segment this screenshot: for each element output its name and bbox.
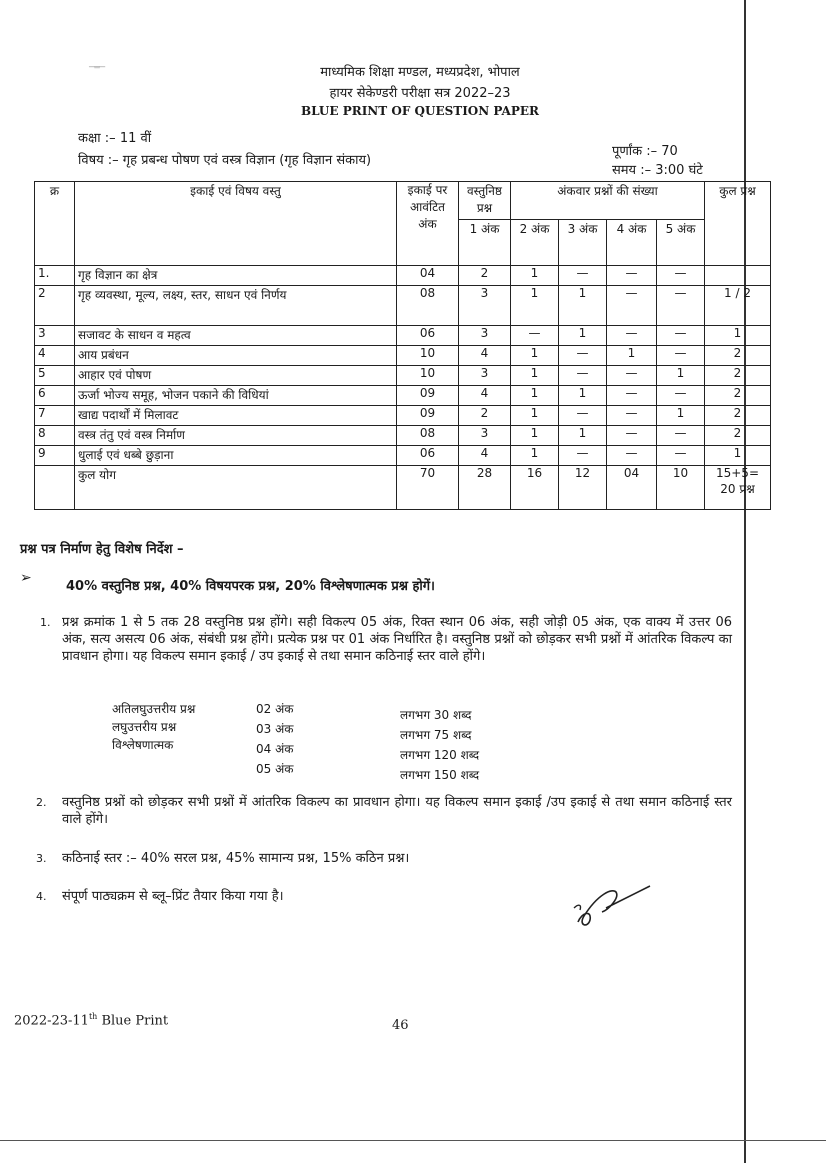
total-m4: 04 bbox=[607, 466, 657, 510]
header-sno: क्र bbox=[35, 182, 75, 266]
cell-sno: 1. bbox=[35, 266, 75, 286]
cell-m1: 3 bbox=[459, 286, 511, 326]
total-m1: 28 bbox=[459, 466, 511, 510]
table-row bbox=[35, 266, 771, 286]
table-row bbox=[35, 446, 771, 466]
exam-session: हायर सेकेण्डरी परीक्षा सत्र 2022–23 bbox=[329, 86, 511, 101]
item-number: 1. bbox=[40, 616, 51, 629]
cell-m1: 4 bbox=[459, 346, 511, 366]
cell-m4: — bbox=[607, 386, 657, 406]
cell-m3: — bbox=[559, 406, 607, 426]
cell-alloc: 10 bbox=[397, 366, 459, 386]
page-edge-line bbox=[744, 0, 746, 1163]
cell-unit: गृह विज्ञान का क्षेत्र bbox=[75, 266, 397, 286]
cell-m5: 1 bbox=[657, 366, 705, 386]
word-limit-type: अतिलघुउत्तरीय प्रश्न bbox=[112, 702, 196, 716]
cell-m5: — bbox=[657, 286, 705, 326]
cell-m2: 1 bbox=[511, 446, 559, 466]
cell-sno: 9 bbox=[35, 446, 75, 466]
cell-total: 1 / 2 bbox=[705, 286, 771, 326]
cell-alloc: 10 bbox=[397, 346, 459, 366]
cell-m1: 2 bbox=[459, 266, 511, 286]
table-row bbox=[35, 366, 771, 386]
cell-m4: — bbox=[607, 406, 657, 426]
cell-alloc: 08 bbox=[397, 426, 459, 446]
scan-mark: ⁻⁼⁻ bbox=[88, 62, 105, 78]
total-m5: 10 bbox=[657, 466, 705, 510]
cell-m3: — bbox=[559, 266, 607, 286]
cell-m4: 1 bbox=[607, 346, 657, 366]
cell-sno: 4 bbox=[35, 346, 75, 366]
table-row bbox=[35, 326, 771, 346]
footer-doc-id-suffix: Blue Print bbox=[97, 1013, 169, 1029]
word-limit-marks: 05 अंक bbox=[256, 762, 294, 776]
cell-m3: 1 bbox=[559, 386, 607, 406]
cell-m1: 3 bbox=[459, 366, 511, 386]
cell-sno: 7 bbox=[35, 406, 75, 426]
cell-total: 2 bbox=[705, 346, 771, 366]
cell-alloc: 09 bbox=[397, 406, 459, 426]
cell-unit: सजावट के साधन व महत्व bbox=[75, 326, 397, 346]
cell-m3: — bbox=[559, 346, 607, 366]
cell-total: 2 bbox=[705, 386, 771, 406]
cell-m3: 1 bbox=[559, 326, 607, 346]
header-unit: इकाई एवं विषय वस्तु bbox=[75, 182, 397, 266]
footer-doc-id-sup: th bbox=[88, 1012, 98, 1021]
word-limit-type: लघुउत्तरीय प्रश्न bbox=[112, 720, 177, 734]
word-limit-marks: 03 अंक bbox=[256, 722, 294, 736]
cell-m4: — bbox=[607, 326, 657, 346]
cell-unit: खाद्य पदार्थों में मिलावट bbox=[75, 406, 397, 426]
cell-unit: आहार एवं पोषण bbox=[75, 366, 397, 386]
cell-alloc: 04 bbox=[397, 266, 459, 286]
cell-m2: 1 bbox=[511, 386, 559, 406]
subject-label: विषय :– गृह प्रबन्ध पोषण एवं वस्त्र विज्ञान (गृह विज्ञान संकाय) bbox=[78, 153, 372, 168]
cell-m4: — bbox=[607, 366, 657, 386]
table-row bbox=[35, 426, 771, 446]
cell-unit: धुलाई एवं धब्बे छुड़ाना bbox=[75, 446, 397, 466]
cell-m5: — bbox=[657, 326, 705, 346]
cell-m2: 1 bbox=[511, 346, 559, 366]
total-questions bbox=[705, 466, 771, 510]
header-total: कुल प्रश्न bbox=[705, 182, 771, 266]
instructions-title: प्रश्न पत्र निर्माण हेतु विशेष निर्देश – bbox=[20, 542, 184, 557]
cell-unit: आय प्रबंधन bbox=[75, 346, 397, 366]
table-row bbox=[35, 346, 771, 366]
word-limit-type: विश्लेषणात्मक bbox=[112, 738, 174, 752]
cell-m4: — bbox=[607, 266, 657, 286]
table-total-row bbox=[35, 466, 771, 510]
cell-sno: 3 bbox=[35, 326, 75, 346]
blueprint-title: BLUE PRINT OF QUESTION PAPER bbox=[300, 104, 540, 118]
cell-m5: — bbox=[657, 426, 705, 446]
total-questions-line1: 15+5= bbox=[715, 466, 759, 480]
table-row bbox=[35, 406, 771, 426]
cell-m2: 1 bbox=[511, 406, 559, 426]
question-ratio-note: 40% वस्तुनिष्ठ प्रश्न, 40% विषयपरक प्रश्न, 20% विश्लेषणात्मक प्रश्न होगें। bbox=[66, 579, 435, 594]
cell-sno: 2 bbox=[35, 286, 75, 326]
cell-total: 2 bbox=[705, 366, 771, 386]
cell-m5: 1 bbox=[657, 406, 705, 426]
footer-doc-id bbox=[14, 1012, 168, 1028]
cell-m1: 3 bbox=[459, 326, 511, 346]
table-row bbox=[35, 386, 771, 406]
cell-m3: — bbox=[559, 366, 607, 386]
cell-sno: 6 bbox=[35, 386, 75, 406]
header-m4: 4 अंक bbox=[607, 220, 657, 266]
page-number: 46 bbox=[392, 1018, 409, 1033]
blueprint-table bbox=[34, 181, 771, 510]
cell-m4: — bbox=[607, 286, 657, 326]
total-m2: 16 bbox=[511, 466, 559, 510]
table-header-row bbox=[35, 182, 771, 220]
instruction-item: संपूर्ण पाठ्यक्रम से ब्लू–प्रिंट तैयार किया गया है। bbox=[62, 889, 284, 904]
cell-m5: — bbox=[657, 386, 705, 406]
item-number: 2. bbox=[36, 796, 47, 809]
cell-total: 1 bbox=[705, 326, 771, 346]
header-m5: 5 अंक bbox=[657, 220, 705, 266]
cell-m5: — bbox=[657, 446, 705, 466]
cell-alloc: 09 bbox=[397, 386, 459, 406]
cell-m4: — bbox=[607, 426, 657, 446]
word-limit-words: लगभग 75 शब्द bbox=[400, 728, 472, 742]
cell-m1: 2 bbox=[459, 406, 511, 426]
bullet-arrow-icon: ➢ bbox=[20, 570, 32, 586]
header-objective: वस्तुनिष्ठ प्रश्न bbox=[459, 182, 511, 220]
table-row bbox=[35, 286, 771, 326]
class-label: कक्षा :– 11 वीं bbox=[78, 131, 152, 146]
cell-total: 1 bbox=[705, 446, 771, 466]
instruction-item: वस्तुनिष्ठ प्रश्नों को छोड़कर सभी प्रश्नों में आंतरिक विकल्प का प्रावधान होगा। यह विकल्प समान इकाई /उप इकाई से तथा समान कठिनाई स्तर वाले होंगे। bbox=[62, 795, 732, 827]
cell-m3: 1 bbox=[559, 286, 607, 326]
cell-m2: 1 bbox=[511, 266, 559, 286]
cell-unit: ऊर्जा भोज्य समूह, भोजन पकाने की विधियां bbox=[75, 386, 397, 406]
word-limit-marks: 04 अंक bbox=[256, 742, 294, 756]
header-alloc: इकाई पर आवंटित अंक bbox=[397, 182, 459, 266]
header-m1: 1 अंक bbox=[459, 220, 511, 266]
cell-alloc: 08 bbox=[397, 286, 459, 326]
cell-m5: — bbox=[657, 266, 705, 286]
cell-m1: 4 bbox=[459, 446, 511, 466]
total-sno bbox=[35, 466, 75, 510]
instruction-item: प्रश्न क्रमांक 1 से 5 तक 28 वस्तुनिष्ठ प्रश्न होंगे। सही विकल्प 05 अंक, रिक्त स्थान 06 अंक, सही जोड़ी 05 अंक, एक वाक्य में उत्तर 06 अंक, सत्य असत्य 06 अंक, संबंधी प्रश्न होंगे। प्रत्येक प्रश्न पर 01 अंक निर्धारित है। वस्तुनिष्ठ प्रश्नों को छोड़कर सभी प्रश्नों में आंतरिक विकल्प का प्रावधान होगा। यह विकल्प समान इकाई / उप इकाई से तथा समान कठिनाई स्तर वाले होंगे। bbox=[62, 615, 732, 664]
table-body bbox=[35, 266, 771, 466]
cell-sno: 5 bbox=[35, 366, 75, 386]
cell-unit: गृह व्यवस्था, मूल्य, लक्ष्य, स्तर, साधन एवं निर्णय bbox=[75, 286, 397, 326]
word-limit-words: लगभग 150 शब्द bbox=[400, 768, 480, 782]
header-m2: 2 अंक bbox=[511, 220, 559, 266]
cell-m2: 1 bbox=[511, 426, 559, 446]
item-number: 3. bbox=[36, 852, 47, 865]
word-limit-words: लगभग 120 शब्द bbox=[400, 748, 480, 762]
word-limit-marks: 02 अंक bbox=[256, 702, 294, 716]
cell-m1: 3 bbox=[459, 426, 511, 446]
cell-m5: — bbox=[657, 346, 705, 366]
cell-unit: वस्त्र तंतु एवं वस्त्र निर्माण bbox=[75, 426, 397, 446]
bottom-rule bbox=[0, 1140, 826, 1141]
cell-total bbox=[705, 266, 771, 286]
exam-time: समय :– 3:00 घंटे bbox=[612, 163, 703, 178]
item-number: 4. bbox=[36, 890, 47, 903]
cell-m2: 1 bbox=[511, 286, 559, 326]
cell-m4: — bbox=[607, 446, 657, 466]
word-limit-words: लगभग 30 शब्द bbox=[400, 708, 472, 722]
cell-sno: 8 bbox=[35, 426, 75, 446]
total-questions-line2: 20 प्रश्न bbox=[720, 482, 755, 496]
cell-total: 2 bbox=[705, 426, 771, 446]
total-alloc: 70 bbox=[397, 466, 459, 510]
cell-alloc: 06 bbox=[397, 446, 459, 466]
cell-m2: — bbox=[511, 326, 559, 346]
cell-m3: — bbox=[559, 446, 607, 466]
instruction-item: कठिनाई स्तर :– 40% सरल प्रश्न, 45% सामान्य प्रश्न, 15% कठिन प्रश्न। bbox=[62, 851, 410, 866]
board-title: माध्यमिक शिक्षा मण्डल, मध्यप्रदेश, भोपाल bbox=[320, 65, 520, 80]
cell-alloc: 06 bbox=[397, 326, 459, 346]
header-m3: 3 अंक bbox=[559, 220, 607, 266]
cell-m3: 1 bbox=[559, 426, 607, 446]
signature-image bbox=[568, 882, 678, 942]
cell-m2: 1 bbox=[511, 366, 559, 386]
header-markwise: अंकवार प्रश्नों की संख्या bbox=[511, 182, 705, 220]
cell-total: 2 bbox=[705, 406, 771, 426]
cell-m1: 4 bbox=[459, 386, 511, 406]
total-label: कुल योग bbox=[75, 466, 397, 510]
max-marks: पूर्णांक :– 70 bbox=[612, 144, 678, 159]
footer-doc-id-year: 2022-23-11 bbox=[14, 1013, 89, 1029]
total-m3: 12 bbox=[559, 466, 607, 510]
